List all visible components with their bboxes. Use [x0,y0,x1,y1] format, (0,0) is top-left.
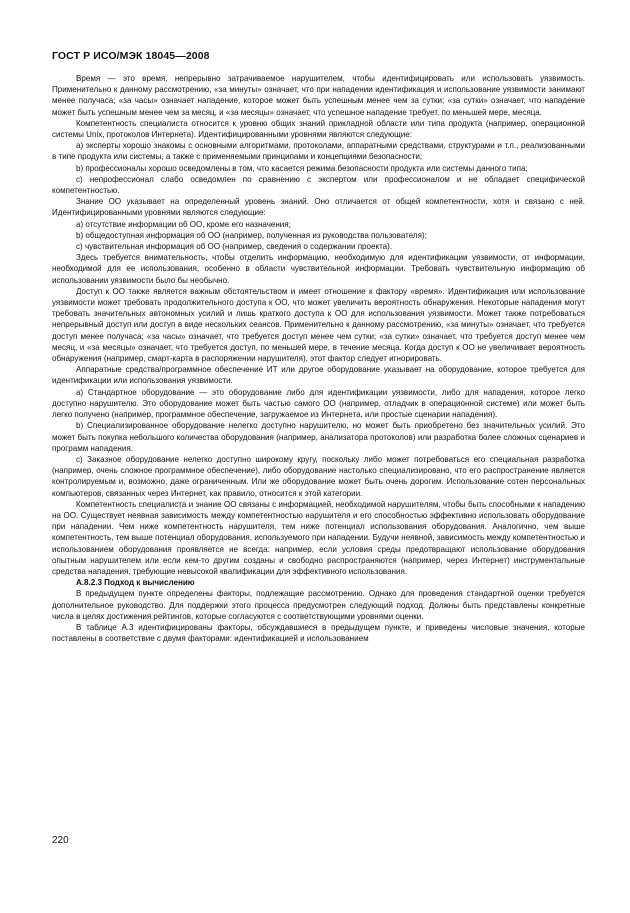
paragraph: В предыдущем пункте определены факторы, подлежащие рассмотрению. Однако для проведения стандартной оценки требуется дополнительное руководство. Для поддержки этого процесса предусмотрен следующий подход. Должны быть представлены конкретные числа в целях достижения рейтингов, которые согласуются с соответствующими уровнями оценки. [52,589,585,621]
document-header: ГОСТ Р ИСО/МЭК 18045—2008 [52,50,210,62]
paragraph: Компетентность специалиста и знание ОО связаны с информацией, необходимой нарушителям, чтобы быть способными к нападению на ОО. Существует неявная зависимость между компетентностью нарушителя и его способностью эффективно использовать оборудование при нападении. Чем ниже компетентность нарушителя, тем ниже потенциал использования оборудования. Аналогично, чем выше компетентность, тем выше потенциал оборудования, используемого при нападении. Будучи неявной, зависимость между компетентностью и использованием оборудования проявляется не всегда: например, если условия среды предотвращают использование оборудования опытным нарушителем или если кем-то другим созданы и свободно распространяются (например, через Интернет) инструментальные средства нападения, требующие невысокой квалификации для эффективного использования. [52,499,585,576]
paragraph: Компетентность специалиста относится к уровню общих знаний прикладной области или типа продукта (например, операционной системы Unix, протоколов Интернета). Идентифицированными уровнями являются следующие: [52,118,585,140]
paragraph: В таблице А.3 идентифицированы факторы, обсуждавшиеся в предыдущем пункте, и приведены числовые значения, которые поставлены в соответствие с двумя факторами: идентификацией и использованием [52,622,585,644]
list-item: а) Стандартное оборудование — это оборудование либо для идентификации уязвимости, либо для нападения, которое легко доступно нарушителю. Это оборудование может быть частью самого ОО (например, отладчик в операционной системе) или может быть легко получено (например, программное обеспечение, загружаемое из Интернета, или простые сценарии нападения). [52,387,585,420]
paragraph: Время — это время, непрерывно затрачиваемое нарушителем, чтобы идентифицировать или использовать уязвимость. Применительно к данному рассмотрению, «за минуты» означает, что при нападении идентификация и использование уязвимости занимают менее получаса; «за часы» означает нападение, которое может быть успешным менее чем за сутки; «за сутки» означает, что нападение может быть успешным менее чем за месяц, и «за месяцы» означает, что успешное нападение требует, по меньшей мере, месяца. [52,74,585,117]
list-item: b) профессионалы хорошо осведомлены в том, что касается режима безопасности продукта или системы данного типа; [76,163,528,173]
list-item: а) эксперты хорошо знакомы с основными алгоритмами, протоколами, аппаратными средствами, структурами и т.п., реализованными в типе продукта или системы, а также с применяемыми принципами и концепциями безопасности; [52,141,585,162]
list-item: b) общедоступная информация об ОО (например, полученная из руководства пользователя); [76,230,427,240]
paragraph: Знание ОО указывает на определенный уровень знаний. Оно отличается от общей компетентности, хотя и связано с ней. Идентифицированными уровнями являются следующие: [52,197,585,218]
list-item: c) чувствительная информация об ОО (например, сведения о содержании проекта). [76,242,393,252]
list-item: c) непрофессионал слабо осведомлен по сравнению с экспертом или профессионалом и не обладает специфической компетентностью. [52,174,585,196]
page-number: 220 [52,835,69,846]
paragraph: Доступ к ОО также является важным обстоятельством и имеет отношение к фактору «время». Идентификация или использование уязвимости может требовать продолжительного доступа к ОО, что может увеличить вероятность обнаружения. Некоторые нападения могут требовать значительных автономных усилий и лишь краткого доступа к ОО для использования уязвимости. Может также потребоваться непрерывный доступ или доступ в виде нескольких сеансов. Применительно к данному рассмотрению, «за минуты» означает, что требуется доступ менее получаса; «за часы» означает, что требуется доступ менее чем сутки; «за сутки» означает, что требуется доступ менее чем месяц, и «за месяцы» означает, что требуется доступ, по меньшей мере, в течение месяца. Когда доступ к ОО не увеличивает вероятность обнаружения (например, смарт-карта в распоряжении нарушителя), этот фактор следует игнорировать. [52,286,585,364]
document-body [52,73,585,644]
list-item: c) Заказное оборудование нелегко доступно широкому кругу, поскольку либо может потребоваться его специальная разработка (например, очень сложное программное обеспечение), либо оборудование настолько специализировано, что его распространение является контролируемым и, возможно, даже ограниченным. Или же оборудование может быть очень дорогим. Использование сотен персональных компьютеров, связанных через Интернет, как правило, относится к этой категории. [52,454,585,498]
section-heading: А.8.2.3 Подход к вычислению [76,578,195,588]
paragraph: Аппаратные средства/программное обеспечение ИТ или другое оборудование указывает на оборудование, которое требуется для идентификации или использования уязвимости. [52,365,585,386]
list-item: а) отсутствие информации об ОО, кроме его назначения; [76,219,291,229]
paragraph: Здесь требуется внимательность, чтобы отделить информацию, необходимую для идентификации уязвимости, от информации, необходимой для ее использования, особенно в области чувствительной информации. Требовать чувствительную информацию об использовании уязвимости было бы необычно. [52,253,585,285]
list-item: b) Специализированное оборудование нелегко доступно нарушителю, но может быть приобретено без значительных усилий. Это может быть покупка небольшого количества оборудования (например, анализатора протоколов) или разработка более сложных сценариев и программ нападения. [52,421,585,453]
